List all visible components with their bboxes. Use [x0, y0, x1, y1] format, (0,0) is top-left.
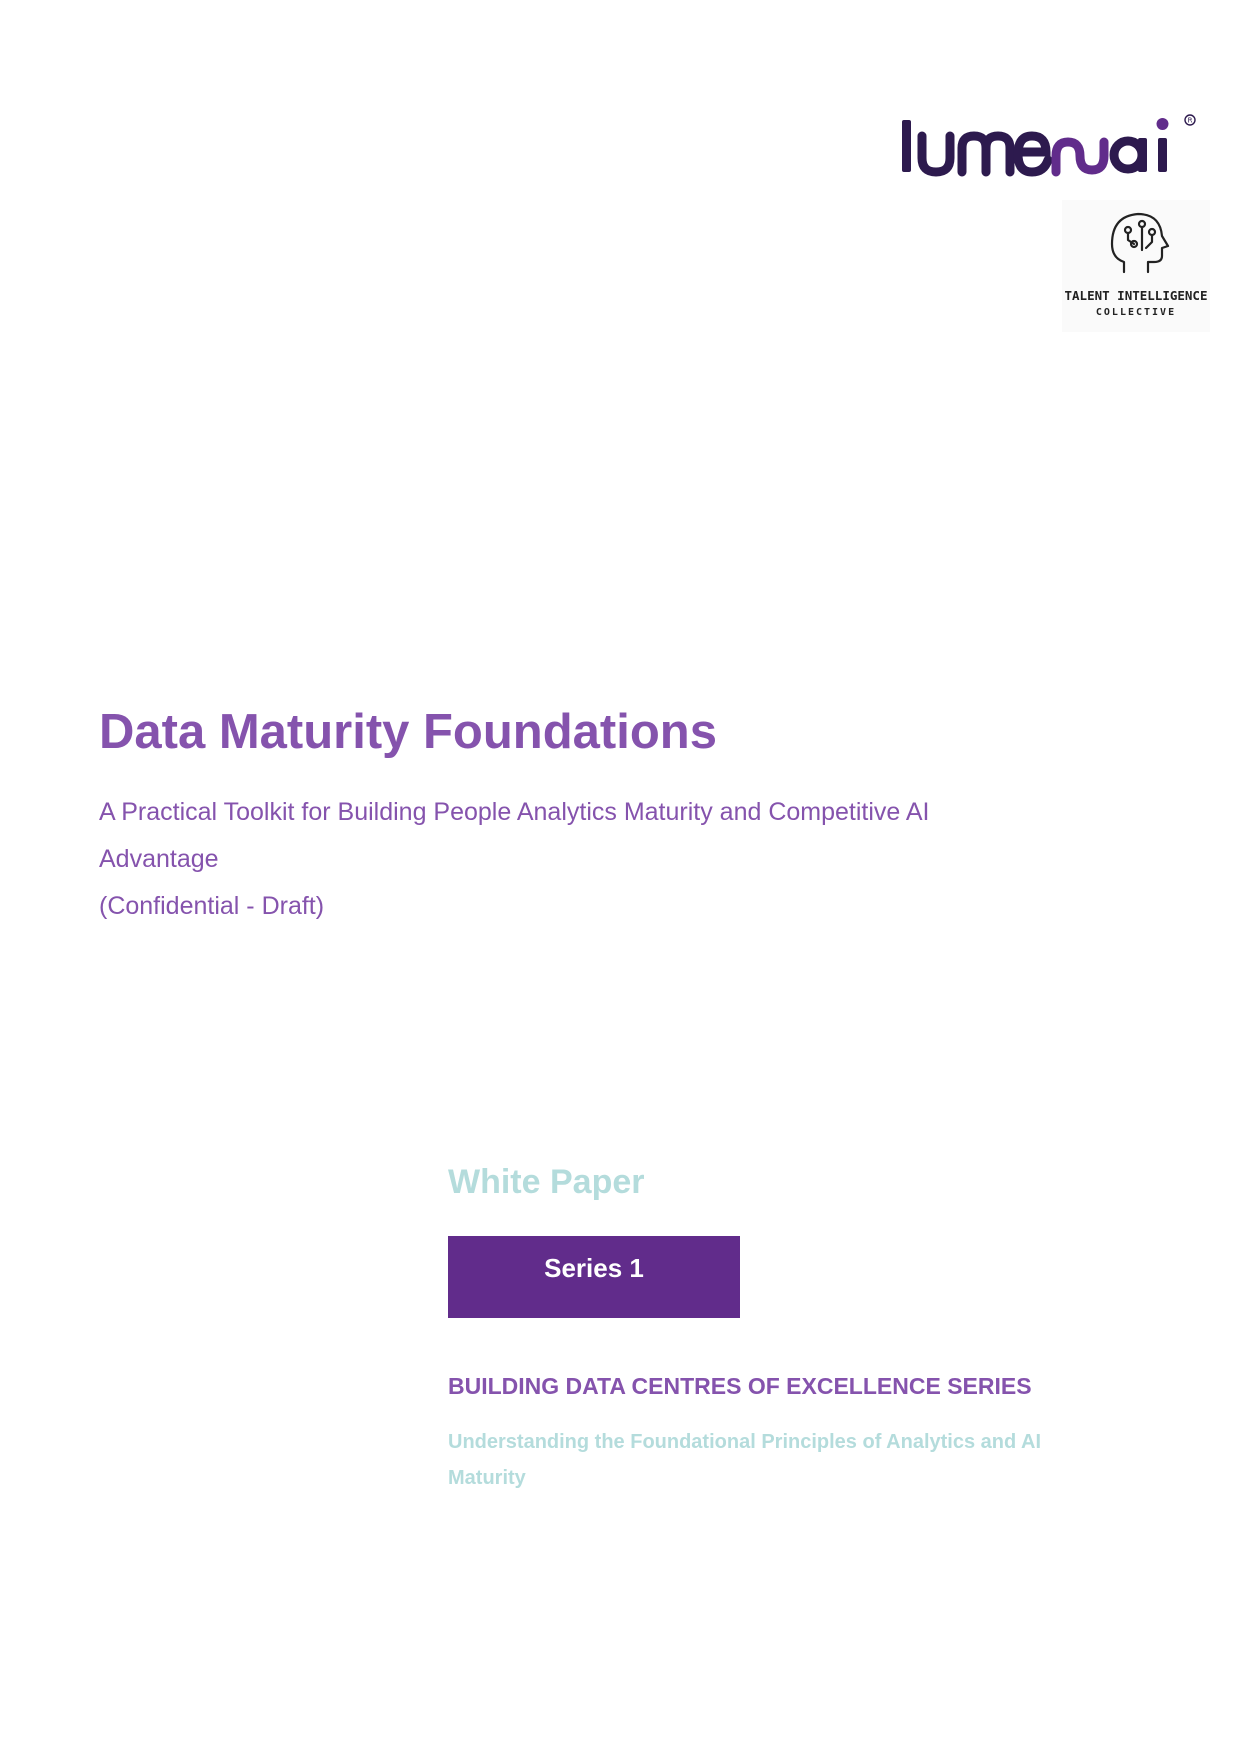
partner-logo-line1: TALENT INTELLIGENCE — [1064, 288, 1208, 303]
subtitle-line: A Practical Toolkit for Building People Analytics Maturity and Competitive AI — [99, 798, 930, 826]
document-subtitle — [99, 789, 1059, 930]
document-type-label: White Paper — [448, 1163, 645, 1201]
talent-intelligence-collective-logo — [1062, 200, 1210, 332]
lumenai-logo — [900, 112, 1210, 182]
document-title: Data Maturity Foundations — [99, 705, 717, 759]
subtitle-line: Advantage — [99, 845, 219, 873]
head-circuit-icon — [1112, 214, 1168, 272]
series-name: BUILDING DATA CENTRES OF EXCELLENCE SERIES — [448, 1373, 1032, 1399]
partner-logo-line2: COLLECTIVE — [1095, 307, 1177, 318]
series-tagline: Understanding the Foundational Principles of Analytics and AI Maturity — [448, 1431, 1042, 1489]
confidentiality-note: (Confidential - Draft) — [99, 892, 325, 920]
series-badge: Series 1 — [448, 1236, 740, 1318]
svg-text:R: R — [1187, 116, 1193, 125]
